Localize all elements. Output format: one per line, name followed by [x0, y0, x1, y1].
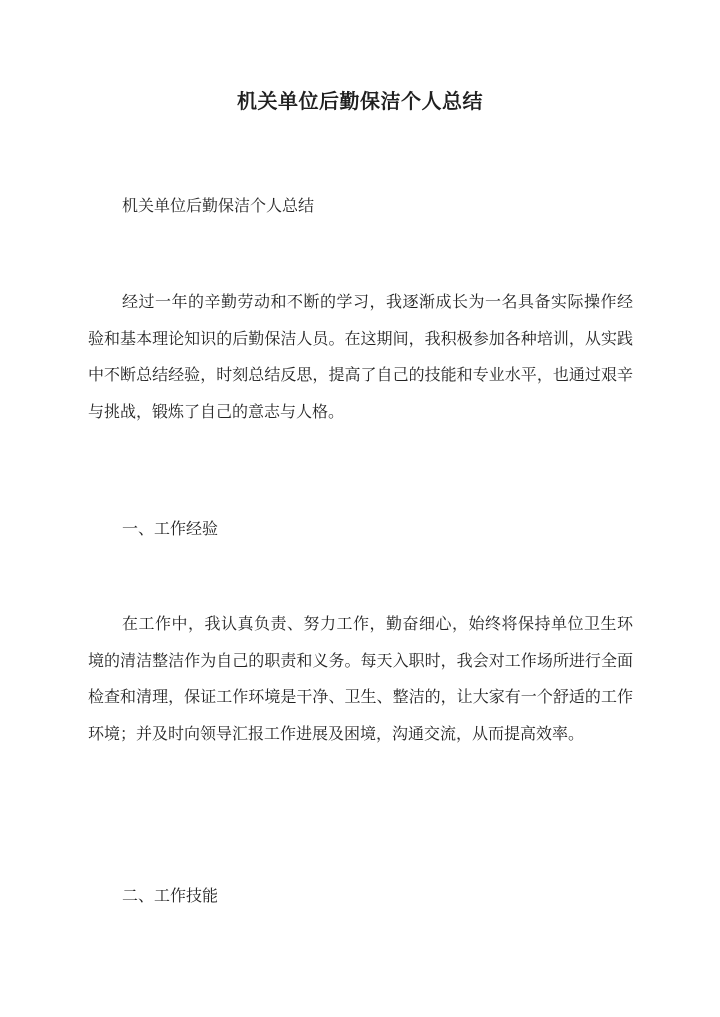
intro-paragraph: 经过一年的辛勤劳动和不断的学习，我逐渐成长为一名具备实际操作经验和基本理论知识的后勤保洁人员。在这期间，我积极参加各种培训，从实践中不断总结经验，时刻总结反思，提高了自己的技能和专业水平，也通过艰辛与挑战，锻炼了自己的意志与人格。 [88, 292, 633, 421]
document-title: 机关单位后勤保洁个人总结 [237, 89, 483, 113]
work-experience-paragraph: 在工作中，我认真负责、努力工作，勤奋细心，始终将保持单位卫生环境的清洁整洁作为自己的职责和义务。每天入职时，我会对工作场所进行全面检查和清理，保证工作环境是干净、卫生、整洁的，让大家有一个舒适的工作环境；并及时向领导汇报工作进展及困境，沟通交流，从而提高效率。 [88, 614, 633, 743]
document-subtitle: 机关单位后勤保洁个人总结 [122, 196, 315, 215]
section-heading-work-experience: 一、工作经验 [122, 519, 219, 538]
section-heading-work-skills: 二、工作技能 [122, 886, 219, 905]
